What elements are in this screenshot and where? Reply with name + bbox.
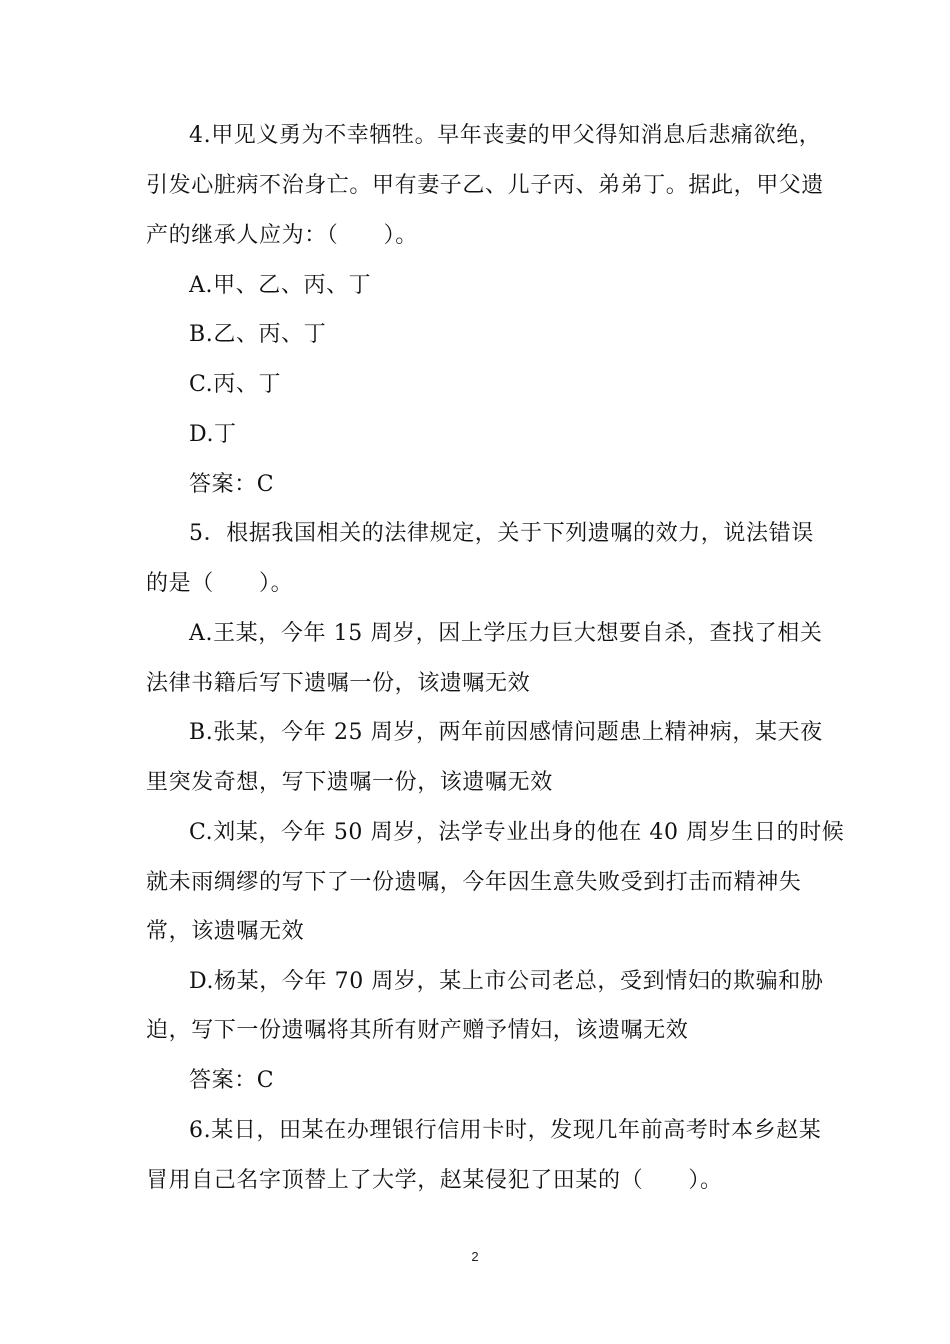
question-4-line-3: 产的继承人应为：（ ）。 [146, 223, 418, 248]
question-5-option-d-line-1: D.杨某，今年 70 周岁，某上市公司老总，受到情妇的欺骗和胁 [189, 969, 824, 994]
question-4-option-b: B.乙、丙、丁 [189, 322, 327, 347]
question-5-line-1: 5．根据我国相关的法律规定，关于下列遗嘱的效力，说法错误 [189, 521, 814, 546]
question-5-line-2: 的是（ ）。 [146, 571, 294, 596]
question-4-line-2: 引发心脏病不治身亡。甲有妻子乙、儿子丙、弟弟丁。据此，甲父遗 [146, 173, 825, 198]
question-5-option-c-line-1: C.刘某，今年 50 周岁，法学专业出身的他在 40 周岁生日的时候 [189, 820, 845, 845]
question-5-option-c-line-3: 常，该遗嘱无效 [146, 919, 305, 944]
question-5-answer: 答案：C [189, 1068, 275, 1093]
question-5-option-c-line-2: 就未雨绸缪的写下了一份遗嘱，今年因生意失败受到打击而精神失 [146, 870, 802, 895]
question-5-option-b-line-2: 里突发奇想，写下遗嘱一份，该遗嘱无效 [146, 770, 553, 795]
question-5-option-b-line-1: B.张某，今年 25 周岁，两年前因感情问题患上精神病，某天夜 [189, 720, 823, 745]
question-6-line-2: 冒用自己名字顶替上了大学，赵某侵犯了田某的（ ）。 [146, 1168, 723, 1193]
question-4-option-a: A.甲、乙、丙、丁 [189, 273, 372, 298]
question-5-option-a-line-1: A.王某，今年 15 周岁，因上学压力巨大想要自杀，查找了相关 [189, 621, 823, 646]
question-5-option-a-line-2: 法律书籍后写下遗嘱一份，该遗嘱无效 [146, 671, 531, 696]
question-6-line-1: 6.某日，田某在办理银行信用卡时，发现几年前高考时本乡赵某 [189, 1118, 822, 1143]
question-4-option-d: D.丁 [189, 422, 237, 447]
question-4-option-c: C.丙、丁 [189, 372, 282, 397]
question-4-line-1: 4.甲见义勇为不幸牺牲。早年丧妻的甲父得知消息后悲痛欲绝， [189, 123, 822, 148]
question-4-answer: 答案：C [189, 472, 275, 497]
question-5-option-d-line-2: 迫，写下一份遗嘱将其所有财产赠予情妇，该遗嘱无效 [146, 1018, 689, 1043]
page-number: 2 [471, 1249, 479, 1264]
